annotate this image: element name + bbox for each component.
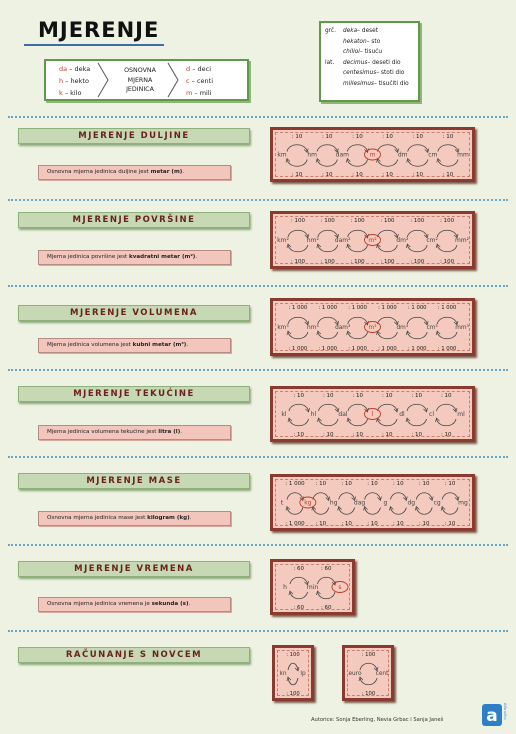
factor-label-bottom: : 10 <box>352 172 363 178</box>
factor-label-bottom: : 100 <box>286 691 300 697</box>
conversion-arrow-down <box>437 419 457 426</box>
prefix-list-multiples <box>59 63 90 99</box>
conversion-arrow-up <box>318 317 338 324</box>
factor-label-top: : 100 <box>361 652 376 658</box>
conversion-arrow-down <box>288 678 298 685</box>
factor-label-top: : 10 <box>411 393 423 399</box>
factor-label-top: : 100 <box>290 218 305 224</box>
factor-label-bottom: : 1 000 <box>288 346 308 352</box>
prefix-list-fractions <box>186 63 213 99</box>
conversion-arrow-down <box>318 332 338 339</box>
conversion-arrow-up <box>317 145 337 152</box>
unit-label: dl <box>399 411 405 418</box>
unit-label: mm² <box>454 237 470 244</box>
conversion-arrow-up <box>318 577 336 584</box>
conversion-arrow-down <box>348 332 368 339</box>
conversion-arrow-down <box>319 419 339 426</box>
conversion-card-money-kn <box>272 645 314 701</box>
conversion-arrow-up <box>408 145 428 152</box>
conversion-arrow-down <box>360 678 377 685</box>
etymology-row: hekaton – sto <box>343 38 381 45</box>
conversion-arrow-up <box>378 404 398 411</box>
prefix-box <box>44 59 249 101</box>
factor-label-bottom: : 100 <box>361 691 376 697</box>
unit-label: dam³ <box>335 325 351 331</box>
factor-label-bottom: : 1 000 <box>437 346 457 352</box>
unit-label: mg <box>458 499 468 507</box>
conversion-arrow-down <box>407 419 427 426</box>
conversion-arrow-up <box>288 230 308 237</box>
unit-label: cg <box>433 499 441 507</box>
conversion-card-mass <box>270 474 475 531</box>
etymology-box <box>319 21 420 102</box>
factor-label-top: : 100 <box>440 218 455 224</box>
conversion-arrow-down <box>290 592 308 599</box>
conversion-card-volume <box>270 298 475 356</box>
conversion-arrow-up <box>348 404 368 411</box>
conversion-arrow-down <box>318 592 336 599</box>
unit-label: cm² <box>426 237 438 244</box>
factor-label-top: : 1 000 <box>437 305 457 311</box>
section-divider <box>8 116 508 118</box>
factor-label-top: : 1 000 <box>407 305 427 311</box>
conversion-arrow-up <box>290 577 308 584</box>
conversion-arrow-up <box>407 317 427 324</box>
conversion-arrow-down <box>408 160 428 167</box>
factor-label-bottom: : 1 000 <box>407 346 427 352</box>
factor-label-bottom: : 10 <box>315 521 327 527</box>
factor-label-top: : 10 <box>315 481 327 487</box>
unit-label: dal <box>338 411 348 418</box>
conversion-arrow-down <box>437 245 457 252</box>
factor-label-bottom: : 60 <box>293 605 305 611</box>
factor-label-bottom: : 1 000 <box>348 346 367 352</box>
factor-label-bottom: : 100 <box>440 259 455 265</box>
factor-label-top: : 10 <box>367 481 378 487</box>
section-divider <box>8 630 508 632</box>
etymology-row: lat. decimus – deseti dio <box>325 59 401 66</box>
title-underline <box>24 44 164 46</box>
conversion-arrow-up <box>360 663 377 670</box>
unit-label: kl <box>281 411 287 418</box>
unit-label: hm <box>307 151 317 159</box>
chevron-right-icon <box>96 62 110 98</box>
prefix-item: k – kilo <box>59 89 82 97</box>
factor-label-top: : 10 <box>352 393 364 399</box>
factor-label-top: : 100 <box>380 218 395 224</box>
conversion-arrow-down <box>289 419 309 426</box>
conversion-arrow-down <box>318 245 338 252</box>
prefix-item: d – deci <box>186 65 212 73</box>
unit-label: km² <box>277 237 289 244</box>
unit-label: euro <box>348 671 362 677</box>
factor-label-bottom: : 10 <box>322 432 334 438</box>
section-description-area: Mjerna jedinica površine jest kvadratni metar (m²). <box>38 250 231 265</box>
conversion-card-length <box>270 127 475 182</box>
conversion-arrow-up <box>407 404 427 411</box>
conversion-arrow-down <box>438 160 458 167</box>
factor-label-top: : 10 <box>291 134 303 140</box>
conversion-arrow-up <box>288 663 298 670</box>
conversion-arrow-up <box>318 230 338 237</box>
factor-label-top: : 60 <box>320 566 332 572</box>
factor-label-top: : 1 000 <box>348 305 367 311</box>
conversion-arrow-up <box>438 145 458 152</box>
prefix-item: da – deka <box>59 65 91 73</box>
factor-label-bottom: : 10 <box>291 172 303 178</box>
conversion-card-area <box>270 211 475 269</box>
chevron-right-icon <box>166 62 180 98</box>
unit-label: cm <box>428 151 438 159</box>
section-title-money: RAČUNANJE S NOVCEM <box>18 647 250 663</box>
conversion-arrow-down <box>407 332 427 339</box>
unit-label: m² <box>368 237 377 244</box>
factor-label-bottom: : 10 <box>382 172 393 178</box>
etymology-row: centesimus – stoti dio <box>343 70 405 77</box>
section-title-liquid: MJERENJE TEKUĆINE <box>18 386 250 402</box>
conversion-arrow-down <box>437 332 457 339</box>
unit-label: dm³ <box>396 325 409 331</box>
conversion-diagram-money-kn <box>275 648 311 698</box>
unit-label: kn <box>279 671 287 677</box>
conversion-card-money-euro <box>342 645 394 701</box>
unit-label: km <box>277 151 287 159</box>
factor-label-top: : 1 000 <box>318 305 338 311</box>
factor-label-bottom: : 10 <box>352 432 364 438</box>
unit-label: g <box>383 499 388 507</box>
unit-label: dam <box>335 151 350 159</box>
unit-label: dg <box>407 499 416 507</box>
factor-label-bottom: : 1 000 <box>318 346 338 352</box>
conversion-arrow-down <box>288 332 308 339</box>
section-divider <box>8 369 508 371</box>
section-divider <box>8 456 508 458</box>
factor-label-top: : 100 <box>320 218 335 224</box>
etymology-row: millesimus – tisućiti dio <box>343 80 409 87</box>
factor-label-top: : 100 <box>410 218 425 224</box>
section-description-volume: Mjerna jedinica volumena jest kubni metar (m³). <box>38 338 231 353</box>
unit-label: cl <box>429 411 434 418</box>
factor-label-bottom: : 1 000 <box>285 521 305 527</box>
section-divider <box>8 285 508 287</box>
unit-label: t <box>280 499 284 507</box>
conversion-diagram-mass <box>273 477 472 528</box>
prefix-item: m – mili <box>186 89 212 97</box>
conversion-arrow-down <box>348 245 368 252</box>
unit-label: dm <box>397 151 408 159</box>
factor-label-bottom: : 10 <box>411 432 423 438</box>
factor-label-top: : 10 <box>322 393 334 399</box>
unit-label: dag <box>353 499 366 507</box>
section-description-liquid: Mjerna jedinica volumena tekućine jest litra (l). <box>38 425 231 440</box>
conversion-card-time <box>270 559 355 615</box>
conversion-arrow-up <box>319 404 339 411</box>
factor-label-top: : 100 <box>350 218 365 224</box>
conversion-arrow-up <box>378 145 398 152</box>
factor-label-bottom: : 10 <box>442 172 454 178</box>
conversion-diagram-money-euro <box>345 648 391 698</box>
conversion-arrow-down <box>407 245 427 252</box>
unit-label: hm² <box>306 237 319 244</box>
factor-label-top: : 10 <box>382 134 393 140</box>
conversion-arrow-up <box>287 145 307 152</box>
svg-text:a: a <box>486 706 498 726</box>
factor-label-top: : 1 000 <box>285 481 305 487</box>
factor-label-bottom: : 10 <box>444 521 456 527</box>
conversion-arrow-up <box>289 404 309 411</box>
base-unit-label: OSNOVNA MJERNA JEDINICA <box>124 67 156 93</box>
conversion-arrow-up <box>348 317 368 324</box>
page-title: MJERENJE <box>38 18 160 42</box>
factor-label-bottom: : 10 <box>393 521 404 527</box>
factor-label-top: : 10 <box>293 393 305 399</box>
factor-label-top: : 10 <box>440 393 452 399</box>
factor-label-top: : 10 <box>341 481 352 487</box>
conversion-card-liquid <box>270 386 475 442</box>
conversion-arrow-up <box>407 230 427 237</box>
section-divider <box>8 544 508 546</box>
unit-label: mm³ <box>455 325 469 331</box>
section-description-time: Osnovna mjerna jedinica vremena je sekunda (s). <box>38 597 231 612</box>
conversion-arrow-up <box>347 145 367 152</box>
unit-label: cent <box>375 671 389 677</box>
logo-text: Alfa učilo <box>503 703 507 720</box>
authors-footer: Autorice: Sonja Eberling, Nevia Grbac i Sanja Janeš <box>311 717 444 723</box>
section-title-time: MJERENJE VREMENA <box>18 561 250 577</box>
conversion-arrow-down <box>378 419 398 426</box>
conversion-arrow-up <box>288 317 308 324</box>
unit-label: hg <box>329 499 338 507</box>
factor-label-top: : 10 <box>418 481 430 487</box>
unit-label: s <box>338 584 342 591</box>
factor-label-top: : 1 000 <box>378 305 397 311</box>
factor-label-bottom: : 10 <box>321 172 333 178</box>
factor-label-bottom: : 10 <box>418 521 430 527</box>
unit-label: ml <box>457 411 465 418</box>
section-title-area: MJERENJE POVRŠINE <box>18 212 250 228</box>
unit-label: m³ <box>368 325 377 331</box>
factor-label-top: : 10 <box>352 134 363 140</box>
unit-label: m <box>369 151 376 159</box>
unit-label: mm <box>457 151 469 159</box>
conversion-arrow-down <box>348 419 368 426</box>
section-description-mass: Osnovna mjerna jedinica mase jest kilogram (kg). <box>38 511 231 526</box>
factor-label-bottom: : 10 <box>412 172 424 178</box>
conversion-arrow-up <box>437 230 457 237</box>
conversion-arrow-up <box>437 317 457 324</box>
unit-label: km³ <box>277 325 289 331</box>
factor-label-bottom: : 10 <box>381 432 393 438</box>
prefix-item: h – hekto <box>59 77 89 85</box>
section-divider <box>8 199 508 201</box>
unit-label: l <box>371 411 374 418</box>
factor-label-top: : 10 <box>442 134 454 140</box>
conversion-arrow-up <box>437 404 457 411</box>
conversion-diagram-liquid <box>273 389 472 439</box>
factor-label-top: : 1 000 <box>288 305 308 311</box>
factor-label-top: : 10 <box>444 481 456 487</box>
factor-label-bottom: : 100 <box>350 259 365 265</box>
prefix-item: c – centi <box>186 77 214 85</box>
conversion-arrow-up <box>378 230 398 237</box>
factor-label-bottom: : 60 <box>320 605 332 611</box>
etymology-row: chilioi – tisuću <box>343 49 383 56</box>
factor-label-bottom: : 10 <box>341 521 352 527</box>
alfa-logo-icon <box>482 704 502 726</box>
unit-label: hm³ <box>307 325 319 331</box>
section-description-length: Osnovna mjerna jedinica duljine jest metar (m). <box>38 165 231 180</box>
factor-label-bottom: : 10 <box>440 432 452 438</box>
conversion-arrow-down <box>378 332 398 339</box>
conversion-diagram-length <box>273 130 472 179</box>
unit-label: hl <box>310 411 317 418</box>
factor-label-bottom: : 100 <box>290 259 305 265</box>
conversion-arrow-down <box>287 160 307 167</box>
conversion-diagram-area <box>273 214 472 266</box>
unit-label: h <box>283 584 287 591</box>
factor-label-top: : 10 <box>381 393 393 399</box>
conversion-arrow-down <box>378 160 398 167</box>
unit-label: kg <box>304 499 312 507</box>
unit-label: dam² <box>334 237 351 244</box>
etymology-row: grč. deka – deset <box>325 28 379 34</box>
factor-label-top: : 60 <box>293 566 305 572</box>
factor-label-bottom: : 1 000 <box>378 346 397 352</box>
conversion-diagram-time <box>273 562 352 612</box>
factor-label-bottom: : 10 <box>293 432 305 438</box>
conversion-arrow-down <box>317 160 337 167</box>
unit-label: dm² <box>396 237 409 244</box>
factor-label-bottom: : 10 <box>367 521 378 527</box>
conversion-arrow-down <box>347 160 367 167</box>
unit-label: lp <box>300 671 306 677</box>
factor-label-bottom: : 100 <box>320 259 335 265</box>
section-title-volume: MJERENJE VOLUMENA <box>18 305 250 321</box>
factor-label-top: : 10 <box>321 134 333 140</box>
conversion-arrow-down <box>288 245 308 252</box>
factor-label-bottom: : 100 <box>410 259 425 265</box>
factor-label-bottom: : 100 <box>380 259 395 265</box>
conversion-arrow-down <box>378 245 398 252</box>
factor-label-top: : 10 <box>393 481 404 487</box>
section-title-mass: MJERENJE MASE <box>18 473 250 489</box>
conversion-arrow-up <box>348 230 368 237</box>
unit-label: min <box>306 584 319 591</box>
factor-label-top: : 10 <box>412 134 424 140</box>
section-title-length: MJERENJE DULJINE <box>18 128 250 144</box>
conversion-diagram-volume <box>273 301 472 353</box>
conversion-arrow-up <box>378 317 398 324</box>
unit-label: cm³ <box>426 325 438 331</box>
factor-label-top: : 100 <box>286 652 300 658</box>
